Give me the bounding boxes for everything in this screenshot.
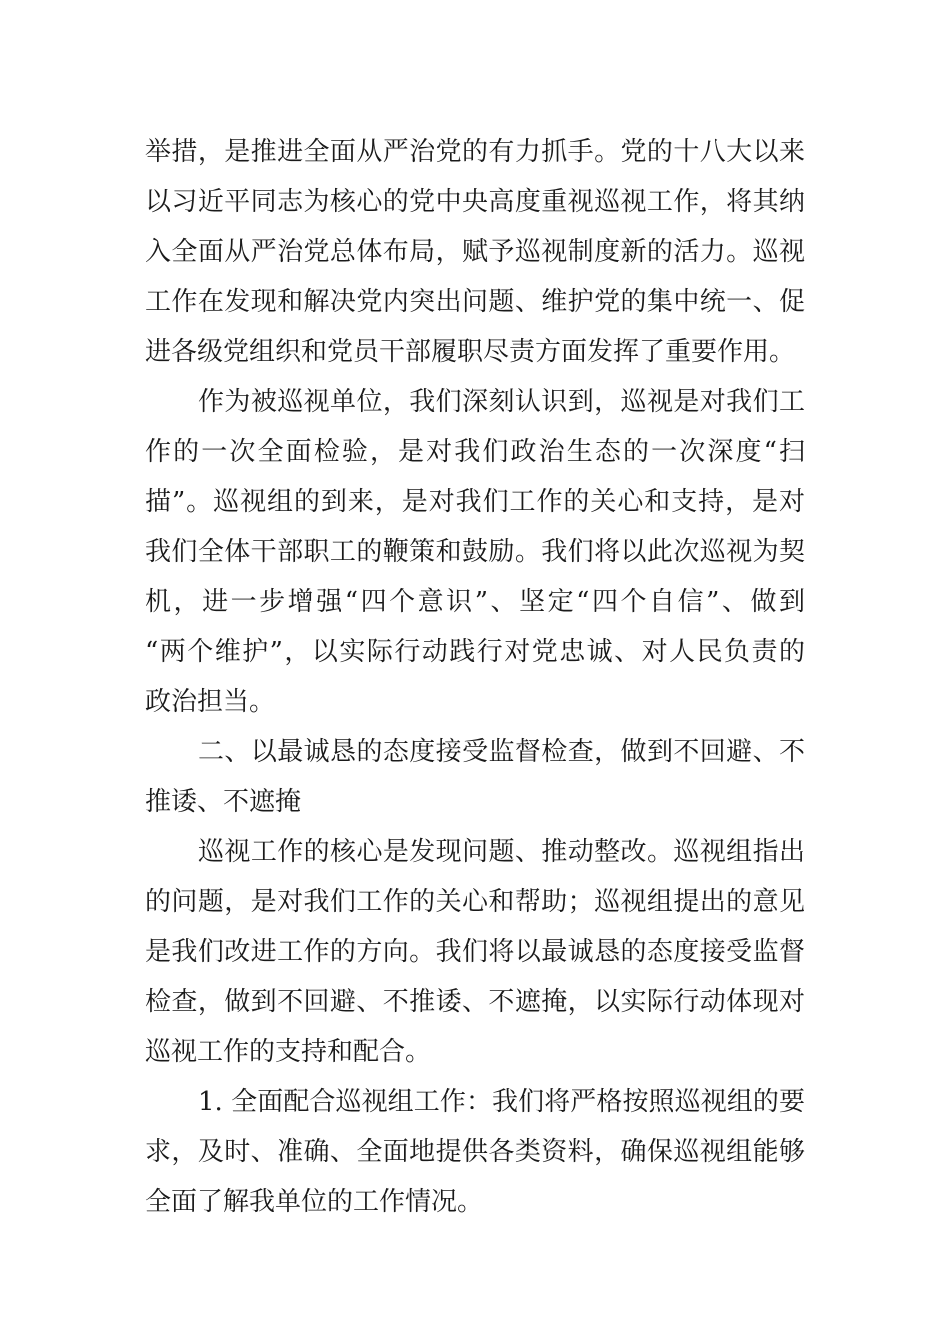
paragraph-first-line: 作为被巡视单位，我们深刻认识到，巡视是对我们工: [198, 387, 805, 417]
section-heading: 二、以最诚恳的态度接受监督检查，做到不回避、不: [198, 737, 805, 767]
text-line: 的问题，是对我们工作的关心和帮助；巡视组提出的意见: [145, 887, 805, 917]
text-line: 进各级党组织和党员干部履职尽责方面发挥了重要作用。: [145, 337, 796, 367]
text-line: 描”。巡视组的到来，是对我们工作的关心和支持，是对: [145, 487, 805, 517]
text-line: 举措，是推进全面从严治党的有力抓手。党的十八大以来: [145, 137, 805, 167]
text-line: 我们全体干部职工的鞭策和鼓励。我们将以此次巡视为契: [145, 537, 805, 567]
text-line: 检查，做到不回避、不推诿、不遮掩，以实际行动体现对: [145, 987, 805, 1017]
text-line: 入全面从严治党总体布局，赋予巡视制度新的活力。巡视: [145, 237, 805, 267]
text-line: 政治担当。: [145, 687, 276, 717]
text-line: 是我们改进工作的方向。我们将以最诚恳的态度接受监督: [145, 937, 805, 967]
list-item-first-line: 1. 全面配合巡视组工作：我们将严格按照巡视组的要: [198, 1087, 805, 1117]
text-line: 工作在发现和解决党内突出问题、维护党的集中统一、促: [145, 287, 805, 317]
text-line: “两个维护”，以实际行动践行对党忠诚、对人民负责的: [145, 637, 805, 667]
text-line: 全面了解我单位的工作情况。: [145, 1187, 484, 1217]
text-line: 以习近平同志为核心的党中央高度重视巡视工作，将其纳: [145, 187, 805, 217]
paragraph-first-line: 巡视工作的核心是发现问题、推动整改。巡视组指出: [198, 837, 805, 867]
text-line: 作的一次全面检验，是对我们政治生态的一次深度“扫: [145, 437, 805, 467]
section-heading-continued: 推诿、不遮掩: [145, 787, 302, 817]
text-line: 机，进一步增强“四个意识”、坚定“四个自信”、做到: [145, 587, 805, 617]
text-line: 求，及时、准确、全面地提供各类资料，确保巡视组能够: [145, 1137, 805, 1167]
text-line: 巡视工作的支持和配合。: [145, 1037, 432, 1067]
